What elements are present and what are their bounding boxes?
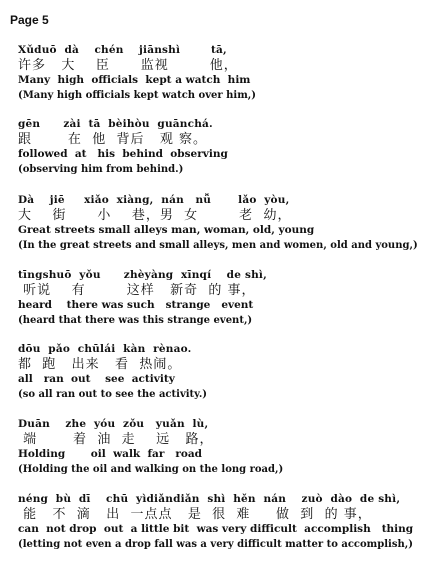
sentence-block (18, 417, 423, 477)
pinyin-line: Duān zhe yóu zǒu yuǎn lù, (18, 418, 209, 430)
sentence-block (18, 268, 423, 328)
translation-line: (letting not even a drop fall was a very difficult matter to accomplish,) (18, 539, 413, 550)
pinyin-line: néng bù dī chū yìdiǎndiǎn shì hěn nán zuò dào de shì, (18, 493, 401, 505)
gloss-line: all ran out see activity (18, 373, 175, 385)
gloss-line: Great streets small alleys man, woman, old, young (18, 224, 315, 236)
pinyin-line: gēn zài tā bèihòu guānchá. (18, 118, 213, 130)
chinese-line: 跟 在 他 背后 观 察。 (18, 132, 207, 147)
sentence-block (18, 117, 423, 177)
sentence-block (18, 193, 423, 253)
translation-line: (Holding the oil and walking on the long road,) (18, 464, 284, 475)
gloss-line: can not drop out a little bit was very difficult accomplish thing (18, 523, 414, 535)
pinyin-line: Xǔduō dà chén jiānshì tā, (18, 44, 227, 56)
translation-line: (observing him from behind.) (18, 164, 184, 175)
translation-line: (so all ran out to see the activity.) (18, 389, 208, 400)
sentence-block (18, 492, 423, 552)
chinese-line: 能 不 滴 出 一点点 是 很 难 做 到 的 事， (18, 507, 372, 522)
chinese-line: 都 跑 出来 看 热闹。 (18, 357, 182, 372)
gloss-line: Holding oil walk far road (18, 448, 203, 460)
chinese-line: 大 街 小 巷，男 女 老 幼， (18, 208, 292, 223)
gloss-line: heard there was such strange event (18, 299, 254, 311)
gloss-line: followed at his behind observing (18, 148, 228, 160)
page-label: Page 5 (10, 13, 49, 27)
sentence-block (18, 342, 423, 402)
pinyin-line: tīngshuō yǒu zhèyàng xīnqí de shì, (18, 269, 267, 281)
pinyin-line: Dà jiē xiǎo xiàng, nán nǚ lǎo yòu, (18, 194, 290, 206)
chinese-line: 听说 有 这样 新奇 的 事， (18, 283, 256, 298)
gloss-line: Many high officials kept a watch him (18, 74, 251, 86)
translation-line: (In the great streets and small alleys, men and women, old and young,) (18, 240, 418, 251)
pinyin-line: dōu pǎo chūlái kàn rènao. (18, 343, 192, 355)
chinese-line: 端 着 油 走 远 路， (18, 432, 214, 447)
chinese-line: 许多 大 臣 监视 他， (18, 58, 238, 73)
translation-line: (Many high officials kept watch over him,) (18, 90, 256, 101)
translation-line: (heard that there was this strange event,) (18, 315, 253, 326)
sentence-block (18, 43, 423, 103)
